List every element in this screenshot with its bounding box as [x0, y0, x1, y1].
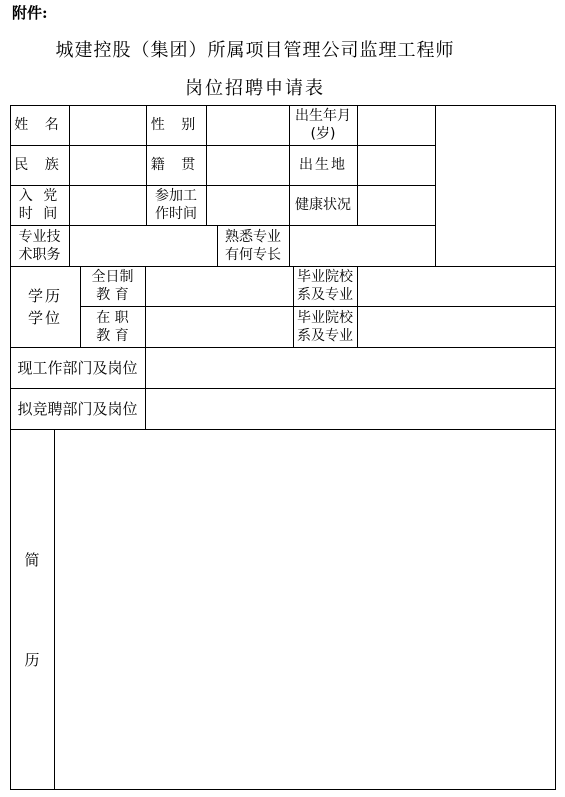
resume-field[interactable]: [55, 430, 555, 789]
inservice-education-field[interactable]: [146, 307, 293, 347]
inservice-school-label: 毕业院校 系及专业: [297, 309, 353, 344]
name-field[interactable]: [70, 106, 146, 145]
tech-title-label: 专业技 术职务: [18, 228, 61, 263]
native-place-field[interactable]: [207, 146, 289, 185]
gender-field[interactable]: [207, 106, 289, 145]
table-border-bottom: [10, 789, 556, 790]
birth-date-label: 出生年月 (岁): [295, 108, 351, 142]
fulltime-school-label: 毕业院校 系及专业: [297, 269, 353, 303]
inservice-school-field[interactable]: [358, 307, 555, 347]
birth-date-field[interactable]: [358, 106, 435, 145]
tech-title-field[interactable]: [70, 226, 217, 266]
resume-label-char-2: 历: [24, 651, 40, 669]
inservice-education-label: 在 职 教 育: [96, 309, 129, 344]
photo-area[interactable]: [436, 106, 555, 266]
birthplace-field[interactable]: [358, 146, 435, 185]
health-status-label: 健康状况: [295, 197, 351, 213]
applied-dept-label: 拟竞聘部门及岗位: [17, 399, 138, 418]
education-degree-label: 学历 学位: [27, 286, 62, 327]
work-start-date-field[interactable]: [207, 186, 289, 225]
form-title-line-1: 城建控股（集团）所属项目管理公司监理工程师: [55, 40, 455, 61]
specialty-field[interactable]: [290, 226, 435, 266]
fulltime-education-field[interactable]: [146, 267, 293, 306]
party-join-date-field[interactable]: [70, 186, 146, 225]
attachment-label: 附件:: [12, 4, 48, 22]
table-border-right: [555, 105, 556, 790]
health-status-field[interactable]: [358, 186, 435, 225]
current-dept-field[interactable]: [146, 348, 555, 388]
fulltime-school-field[interactable]: [358, 267, 555, 306]
specialty-label: 熟悉专业 有何专长: [225, 228, 281, 263]
work-start-date-label: 参加工 作时间: [155, 188, 197, 222]
resume-label-char-1: 简: [24, 551, 40, 569]
ethnicity-field[interactable]: [70, 146, 146, 185]
gender-label: 性 别: [150, 117, 202, 133]
party-join-date-label: 入 党 时 间: [18, 188, 61, 222]
applied-dept-field[interactable]: [146, 389, 555, 429]
form-title-line-2: 岗位招聘申请表: [185, 78, 325, 99]
ethnicity-label: 民 族: [14, 157, 65, 173]
current-dept-label: 现工作部门及岗位: [17, 358, 138, 377]
fulltime-education-label: 全日制 教 育: [91, 269, 134, 303]
birthplace-label: 出生地: [299, 157, 347, 173]
native-place-label: 籍 贯: [150, 157, 202, 173]
name-label: 姓 名: [14, 117, 65, 133]
